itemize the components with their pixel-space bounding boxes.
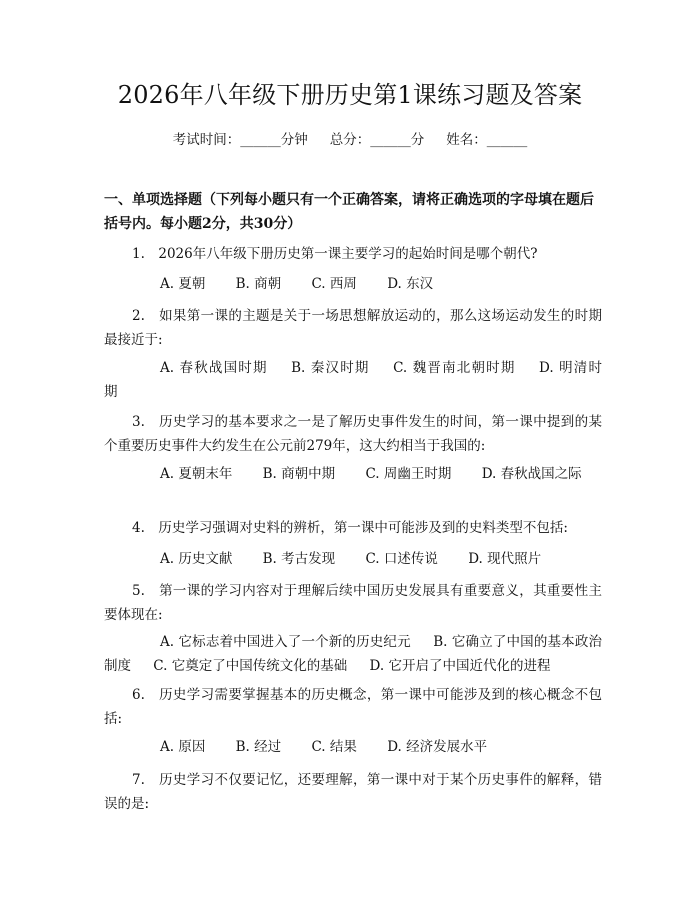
option-a: A. 夏朝 xyxy=(160,276,206,292)
question-4: 4. 历史学习强调对史料的辨析，第一课中可能涉及到的史料类型不包括: xyxy=(132,520,568,536)
option-c: C. 周幽王时期 xyxy=(365,466,452,482)
option-b: B. 秦汉时期 xyxy=(291,360,370,376)
question-3: 3. 历史学习的基本要求之一是了解历史事件发生的时间，第一课中提到的某个重要历史事件大约发生在公元前279年，这大约相当于我国的: xyxy=(104,414,602,454)
total-score-label: 总分：______分 xyxy=(329,132,425,148)
question-5-options xyxy=(104,630,602,678)
question-2: 2. 如果第一课的主题是关于一场思想解放运动的，那么这场运动发生的时期最接近于: xyxy=(104,308,602,348)
option-c: C. 魏晋南北朝时期 xyxy=(393,360,516,376)
option-a: A. 春秋战国时期 xyxy=(160,360,268,376)
option-d: D. 明清时期 xyxy=(104,360,602,400)
option-d: D. 经济发展水平 xyxy=(387,739,488,755)
question-3-options xyxy=(104,462,602,486)
question-5: 5. 第一课的学习内容对于理解后续中国历史发展具有重要意义，其重要性主要体现在: xyxy=(104,583,602,623)
option-a: A. 原因 xyxy=(160,739,206,755)
option-b: B. 它确立了中国的基本政治制度 xyxy=(104,634,602,674)
option-c: C. 口述传说 xyxy=(365,551,438,567)
question-1-options xyxy=(104,272,602,296)
option-d: D. 它开启了中国近代化的进程 xyxy=(369,658,551,674)
option-b: B. 商朝中期 xyxy=(262,466,336,482)
question-2-options xyxy=(104,356,602,404)
option-b: B. 商朝 xyxy=(235,276,282,292)
question-1: 1. 2026年八年级下册历史第一课主要学习的起始时间是哪个朝代? xyxy=(132,246,538,262)
option-d: D. 春秋战国之际 xyxy=(481,466,582,482)
question-7: 7. 历史学习不仅要记忆，还要理解，第一课中对于某个历史事件的解释，错误的是: xyxy=(104,772,602,812)
option-a: A. 历史文献 xyxy=(160,551,233,567)
option-a: A. 夏朝末年 xyxy=(160,466,233,482)
exam-time-label: 考试时间：______分钟 xyxy=(172,132,308,148)
document-title: 2026年八年级下册历史第1课练习题及答案 xyxy=(117,81,583,109)
option-b: B. 经过 xyxy=(235,739,282,755)
section-heading: 一、单项选择题（下列每小题只有一个正确答案，请将正确选项的字母填在题后括号内。每小题2分，共30分） xyxy=(104,192,594,232)
question-6-options xyxy=(104,735,602,759)
question-6: 6. 历史学习需要掌握基本的历史概念，第一课中可能涉及到的核心概念不包括: xyxy=(104,687,602,727)
option-b: B. 考古发现 xyxy=(262,551,336,567)
option-a: A. 它标志着中国进入了一个新的历史纪元 xyxy=(160,634,411,650)
option-c: C. 西周 xyxy=(311,276,357,292)
option-d: D. 东汉 xyxy=(387,276,434,292)
option-c: C. 它奠定了中国传统文化的基础 xyxy=(153,658,348,674)
student-name-label: 姓名：______ xyxy=(446,132,528,148)
option-d: D. 现代照片 xyxy=(468,551,542,567)
exam-info-line xyxy=(0,130,700,150)
question-4-options xyxy=(104,547,602,571)
option-c: C. 结果 xyxy=(311,739,357,755)
